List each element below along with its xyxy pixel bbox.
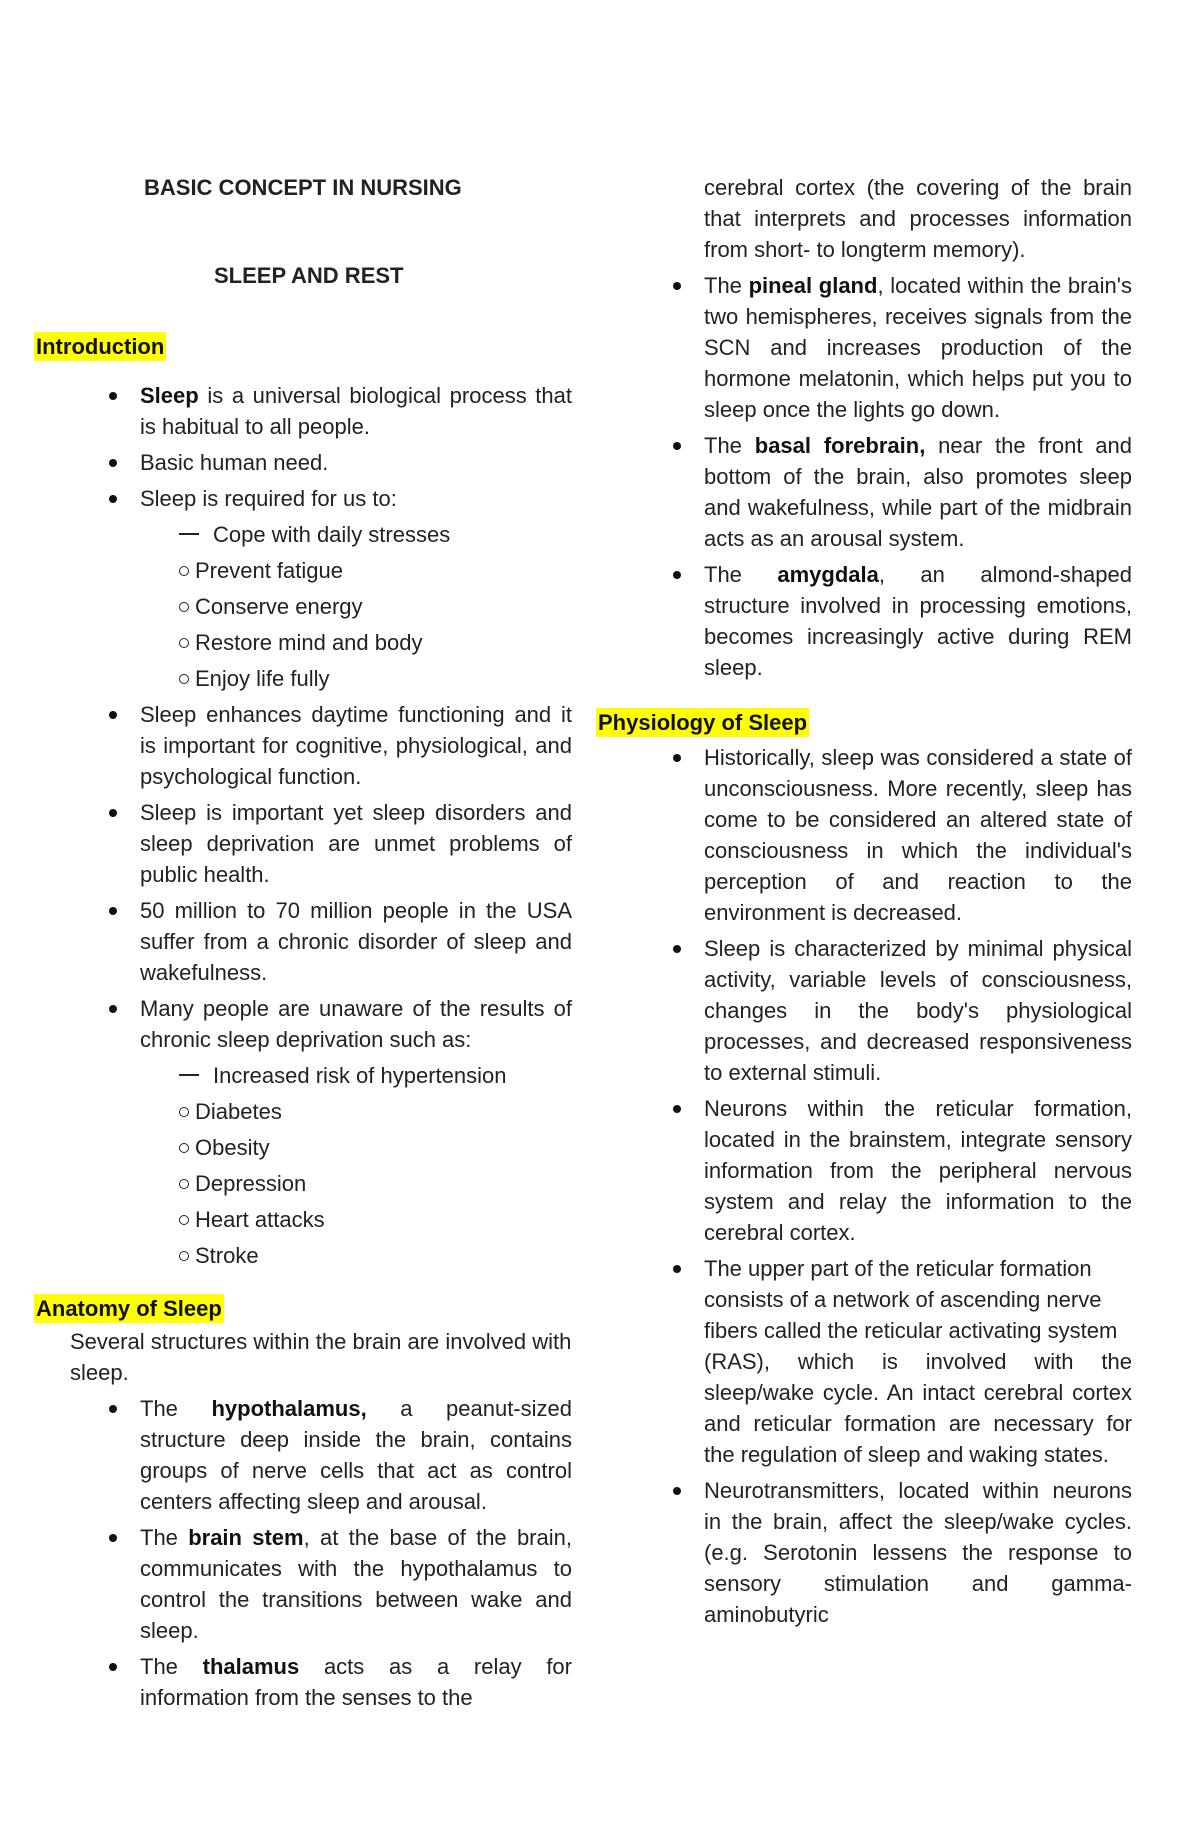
list-item-text: Many people are unaware of the results of chronic sleep deprivation such as: xyxy=(140,996,572,1052)
term-amygdala: amygdala xyxy=(777,562,879,587)
anatomy-intro: Several structures within the brain are involved with sleep. xyxy=(70,1329,572,1385)
list-item-prefix: The xyxy=(704,562,778,587)
sub-item xyxy=(34,555,572,586)
sub-item xyxy=(34,519,572,550)
sub-item xyxy=(34,1204,572,1235)
dash-icon xyxy=(179,533,199,535)
list-item-text-continued: (RAS), which is involved with the sleep/wake cycle. An intact cerebral cortex and reticular formation are necessary for the regulation of sleep and waking states. xyxy=(704,1349,1132,1467)
sub-item-text: Increased risk of hypertension xyxy=(213,1063,507,1088)
circle-bullet-icon xyxy=(179,1107,189,1117)
list-item xyxy=(596,430,1132,554)
list-item-text: Sleep is characterized by minimal physical activity, variable levels of consciousness, changes in the body's physiological processes, and decreased responsiveness to external stimuli. xyxy=(704,936,1132,1085)
list-item-text: Neurons within the reticular formation, located in the brainstem, integrate sensory information from the peripheral nervous system and relay the information to the cerebral cortex. xyxy=(704,1096,1132,1245)
document-subtitle: SLEEP AND REST xyxy=(214,263,404,288)
list-item xyxy=(34,380,572,442)
sub-item-text: Heart attacks xyxy=(195,1207,325,1232)
list-item-text: is a universal biological process that is habitual to all people. xyxy=(140,383,572,439)
left-column xyxy=(34,172,572,1718)
list-item-prefix: The xyxy=(704,273,749,298)
sub-item xyxy=(34,1132,572,1163)
list-item xyxy=(596,1475,1132,1630)
list-item xyxy=(34,895,572,988)
list-item-prefix: The xyxy=(140,1525,189,1550)
term-thalamus: thalamus xyxy=(202,1654,300,1679)
sub-item-text: Restore mind and body xyxy=(195,630,423,655)
circle-bullet-icon xyxy=(179,1143,189,1153)
list-item-prefix: The xyxy=(704,433,755,458)
sub-item-text: Prevent fatigue xyxy=(195,558,343,583)
list-item xyxy=(34,1393,572,1517)
circle-bullet-icon xyxy=(179,638,189,648)
list-item-text: Sleep enhances daytime functioning and it is important for cognitive, physiological, and psychological function. xyxy=(140,702,572,789)
list-item-text: Sleep is important yet sleep disorders and sleep deprivation are unmet problems of public health. xyxy=(140,800,572,887)
circle-bullet-icon xyxy=(179,1179,189,1189)
introduction-heading: Introduction xyxy=(36,334,165,359)
circle-bullet-icon xyxy=(179,566,189,576)
anatomy-heading-wrap xyxy=(34,1293,572,1324)
thalamus-continuation: cerebral cortex (the covering of the brain that interprets and processes information from short- to longterm memory). xyxy=(704,175,1132,262)
list-item xyxy=(34,1522,572,1646)
list-item xyxy=(34,447,572,478)
list-item xyxy=(596,933,1132,1088)
sub-item-text: Cope with daily stresses xyxy=(213,522,451,547)
sub-item xyxy=(34,1096,572,1127)
list-item-text: a peanut-sized structure deep inside the brain, contains groups of nerve cells that act as control centers affecting sleep and arousal. xyxy=(140,1396,572,1514)
sub-item-text: Stroke xyxy=(195,1243,259,1268)
list-item-text: , at the base of the brain, communicates with the hypothalamus to control the transitions between wake and sleep. xyxy=(140,1525,572,1643)
sub-item xyxy=(34,1168,572,1199)
sub-item-text: Diabetes xyxy=(195,1099,282,1124)
sub-item xyxy=(34,1060,572,1091)
list-item xyxy=(34,1651,572,1713)
sub-item xyxy=(34,663,572,694)
list-item xyxy=(34,993,572,1055)
list-item-text: acts as a relay for information from the senses to the xyxy=(140,1654,572,1710)
list-item xyxy=(34,797,572,890)
sub-item-text: Obesity xyxy=(195,1135,270,1160)
list-item-prefix: The xyxy=(140,1396,212,1421)
list-item xyxy=(596,559,1132,683)
introduction-heading-wrap xyxy=(34,331,572,362)
term-basal-forebrain: basal forebrain, xyxy=(754,433,926,458)
list-item-text: Neurotransmitters, located within neurons in the brain, affect the sleep/wake cycles. (e.g. Serotonin lessens the response to sensory stimulation and gamma-aminobutyric xyxy=(704,1478,1132,1627)
sub-item xyxy=(34,627,572,658)
list-item-text: Basic human need. xyxy=(140,450,329,475)
list-item xyxy=(596,742,1132,928)
right-column xyxy=(596,172,1132,1635)
physiology-heading: Physiology of Sleep xyxy=(598,710,808,735)
list-item-text: Historically, sleep was considered a state of unconsciousness. More recently, sleep has come to be considered an altered state of consciousness in which the individual's perception of and reaction to the environment is decreased. xyxy=(704,745,1132,925)
list-item-text: near the front and bottom of the brain, also promotes sleep and wakefulness, while part of the midbrain acts as an arousal system. xyxy=(704,433,1132,551)
dash-icon xyxy=(179,1074,199,1076)
circle-bullet-icon xyxy=(179,674,189,684)
anatomy-list-2 xyxy=(596,270,1132,683)
circle-bullet-icon xyxy=(179,1215,189,1225)
list-item-text: 50 million to 70 million people in the USA suffer from a chronic disorder of sleep and wakefulness. xyxy=(140,898,572,985)
list-item xyxy=(34,699,572,792)
introduction-list xyxy=(34,380,572,514)
list-item-text: Sleep is required for us to: xyxy=(140,486,397,511)
term-pineal-gland: pineal gland xyxy=(748,273,878,298)
document-title: BASIC CONCEPT IN NURSING xyxy=(144,175,462,200)
list-item xyxy=(596,1253,1132,1470)
anatomy-heading: Anatomy of Sleep xyxy=(36,1296,222,1321)
circle-bullet-icon xyxy=(179,602,189,612)
anatomy-list xyxy=(34,1393,572,1713)
term-brain-stem: brain stem xyxy=(188,1525,304,1550)
list-item-text: The upper part of the reticular formation consists of a network of ascending nerve fibers called the reticular activating system xyxy=(704,1256,1118,1343)
circle-bullet-icon xyxy=(179,1251,189,1261)
sub-item-text: Depression xyxy=(195,1171,307,1196)
list-item xyxy=(34,483,572,514)
term-hypothalamus: hypothalamus, xyxy=(211,1396,367,1421)
physiology-heading-wrap xyxy=(596,707,1132,738)
list-item-text: , located within the brain's two hemispheres, receives signals from the SCN and increases production of the hormone melatonin, which helps put you to sleep once the lights go down. xyxy=(704,273,1132,422)
sub-item-text: Enjoy life fully xyxy=(195,666,330,691)
list-item xyxy=(596,270,1132,425)
term-sleep: Sleep xyxy=(140,383,199,408)
sub-item-text: Conserve energy xyxy=(195,594,363,619)
introduction-list-2 xyxy=(34,699,572,1055)
sub-item xyxy=(34,591,572,622)
list-item xyxy=(596,1093,1132,1248)
physiology-list xyxy=(596,742,1132,1630)
list-item-prefix: The xyxy=(140,1654,203,1679)
list-item-text: , an almond-shaped structure involved in processing emotions, becomes increasingly active during REM sleep. xyxy=(704,562,1132,680)
sub-item xyxy=(34,1240,572,1271)
